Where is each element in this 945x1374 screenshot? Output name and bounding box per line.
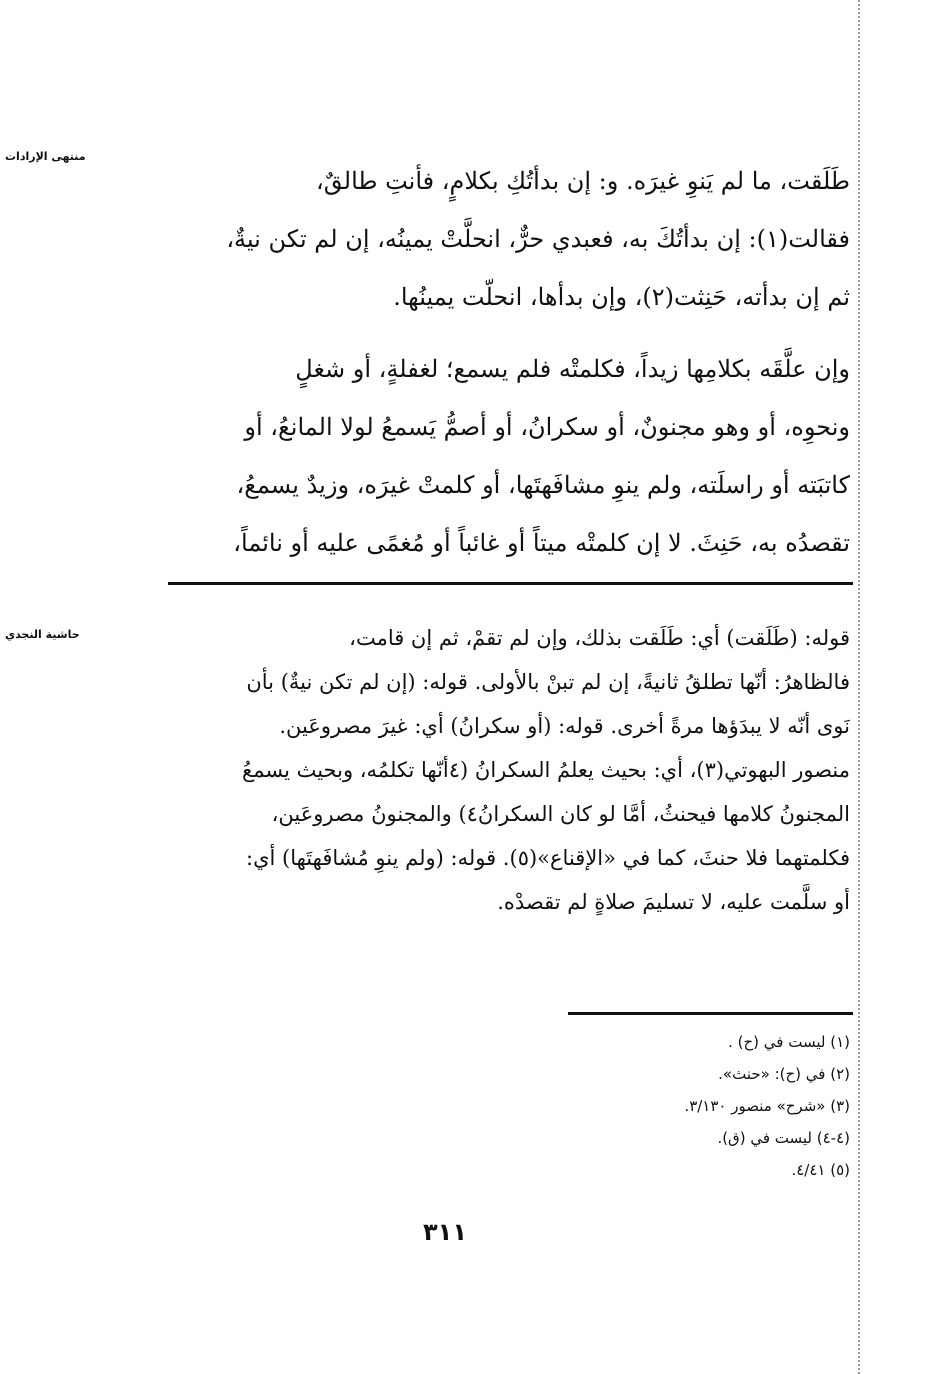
hashiya-line: المجنونُ كلامها فيحنثُ، أمَّا لو كان السكرانُ٤) والمجنونُ مصروعَين، [271, 802, 850, 826]
footnotes [560, 1026, 850, 1186]
section-divider [168, 582, 853, 585]
hashiya-line: نَوى أنّه لا يبدَؤها مرةً أخرى. قوله: (أو سكرانُ) أي: غيرَ مصروعَين. [279, 714, 850, 738]
footnote-item: (٣) «شرح» منصور ٣/١٣٠. [684, 1097, 850, 1115]
hashiya-line: قوله: (طَلَقت) أي: طَلَقت بذلك، وإن لم تقمْ، ثم إن قامت، [349, 626, 850, 650]
page-edge-dotted-border [858, 0, 860, 1374]
main-line: تقصدُه به، حَنِثَ. لا إن كلمتْه ميتاً أو غائباً أو مُغمًى عليه أو نائماً، [233, 529, 850, 557]
footnote-divider [568, 1012, 853, 1015]
main-line: ونحوِه، أو وهو مجنونٌ، أو سكرانُ، أو أصمُّ يَسمعُ لولا المانعُ، أو [244, 413, 850, 441]
main-line: كاتبَته أو راسلَته، ولم ينوِ مشافَهتَها، أو كلمتْ غيرَه، وزيدٌ يسمعُ، [236, 471, 850, 499]
main-text-paragraph-1 [160, 152, 850, 326]
footnote-item: (٢) في (ح): «حنث». [718, 1065, 850, 1083]
hashiya-line: فكلمتهما فلا حنثَ، كما في «الإقناع»(٥). قوله: (ولم ينوِ مُشافَهتَها) أي: [246, 846, 850, 870]
footnote-item: (١) ليست في (ح) . [728, 1033, 850, 1051]
hashiya-line: أو سلَّمت عليه، لا تسليمَ صلاةٍ لم تقصدْه. [497, 890, 850, 914]
side-label-main-text: منتهى الإرادات [5, 150, 86, 163]
page-number: ٣١١ [423, 1218, 467, 1246]
main-line: طَلَقت، ما لم يَنوِ غيرَه. و: إن بدأتُكِ بكلامٍ، فأنتِ طالقٌ، [316, 167, 850, 195]
side-label-hashiya: حاشية النجدي [5, 628, 80, 641]
footnote-item: (٤-٤) ليست في (ق). [717, 1129, 850, 1147]
main-line: ثم إن بدأته، حَنِثت(٢)، وإن بدأها، انحلّت يمينُها. [393, 283, 850, 311]
footnote-item: (٥) ٤/٤١. [791, 1161, 850, 1179]
main-line: فقالت(١): إن بدأتُكَ به، فعبدي حرٌّ، انحلَّتْ يمينُه، إن لم تكن نيةٌ، [226, 225, 850, 253]
hashiya-line: منصور البهوتي(٣)، أي: بحيث يعلمُ السكرانُ (٤أنّها تكلمُه، وبحيث يسمعُ [242, 758, 850, 782]
hashiya-line: فالظاهرُ: أنّها تطلقُ ثانيةً، إن لم تبنْ بالأولى. قوله: (إن لم تكن نيةٌ) بأن [246, 670, 850, 694]
main-line: وإن علَّقَه بكلامِها زيداً، فكلمتْه فلم يسمع؛ لغفلةٍ، أو شغلٍ [295, 355, 850, 383]
hashiya-text [160, 616, 850, 924]
main-text-paragraph-2 [160, 340, 850, 572]
